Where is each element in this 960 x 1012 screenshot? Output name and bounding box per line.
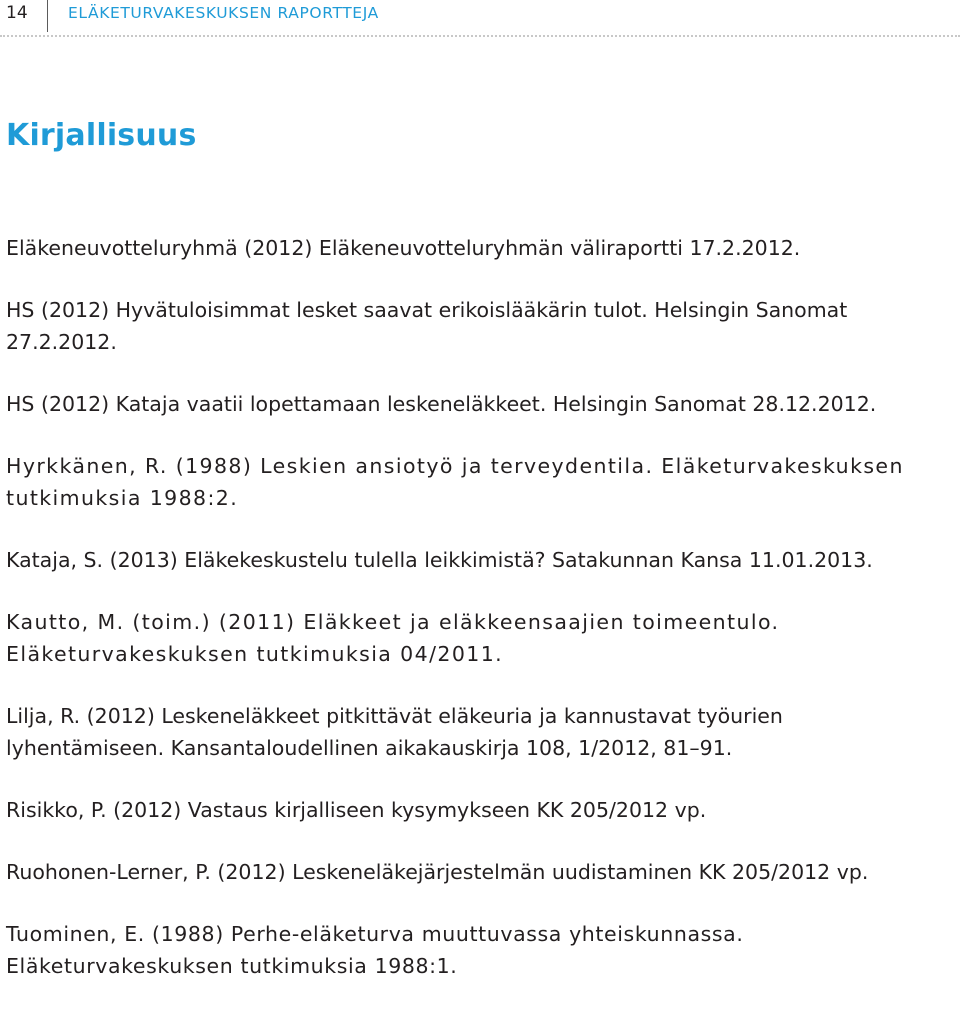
- page-header: [0, 0, 960, 40]
- reference-item: Risikko, P. (2012) Vastaus kirjalliseen kysymykseen KK 205/2012 vp.: [6, 798, 707, 822]
- reference-item: Kataja, S. (2013) Eläkekeskustelu tulella leikkimistä? Satakunnan Kansa 11.01.2013.: [6, 548, 873, 572]
- reference-item: Eläkeneuvotteluryhmä (2012) Eläkeneuvotteluryhmän väliraportti 17.2.2012.: [6, 236, 801, 260]
- reference-item: Lilja, R. (2012) Leskeneläkkeet pitkittävät eläkeuria ja kannustavat työurien lyhentämiseen. Kansantaloudellinen aikakauskirja 108, 1/2012, 81–91.: [6, 704, 783, 760]
- header-separator: [47, 0, 48, 32]
- reference-list: [6, 232, 936, 1012]
- reference-item: Hyrkkänen, R. (1988) Leskien ansiotyö ja terveydentila. Eläketurvakeskuksen tutkimuksia 1988:2.: [6, 454, 904, 510]
- reference-item: Ruohonen-Lerner, P. (2012) Leskeneläkejärjestelmän uudistaminen KK 205/2012 vp.: [6, 860, 869, 884]
- page-number: 14: [6, 3, 28, 23]
- reference-item: Kautto, M. (toim.) (2011) Eläkkeet ja eläkkeensaajien toimeentulo. Eläketurvakeskuksen tutkimuksia 04/2011.: [6, 610, 780, 666]
- reference-item: HS (2012) Hyvätuloisimmat lesket saavat erikoislääkärin tulot. Helsingin Sanomat 27.2.2012.: [6, 298, 848, 354]
- running-title: ELÄKETURVAKESKUKSEN RAPORTTEJA: [68, 4, 379, 22]
- section-title: Kirjallisuus: [6, 118, 197, 153]
- header-dotted-rule: [0, 35, 960, 37]
- reference-item: Tuominen, E. (1988) Perhe-eläketurva muuttuvassa yhteiskunnassa. Eläketurvakeskuksen tutkimuksia 1988:1.: [6, 922, 744, 978]
- reference-item: HS (2012) Kataja vaatii lopettamaan leskeneläkkeet. Helsingin Sanomat 28.12.2012.: [6, 392, 877, 416]
